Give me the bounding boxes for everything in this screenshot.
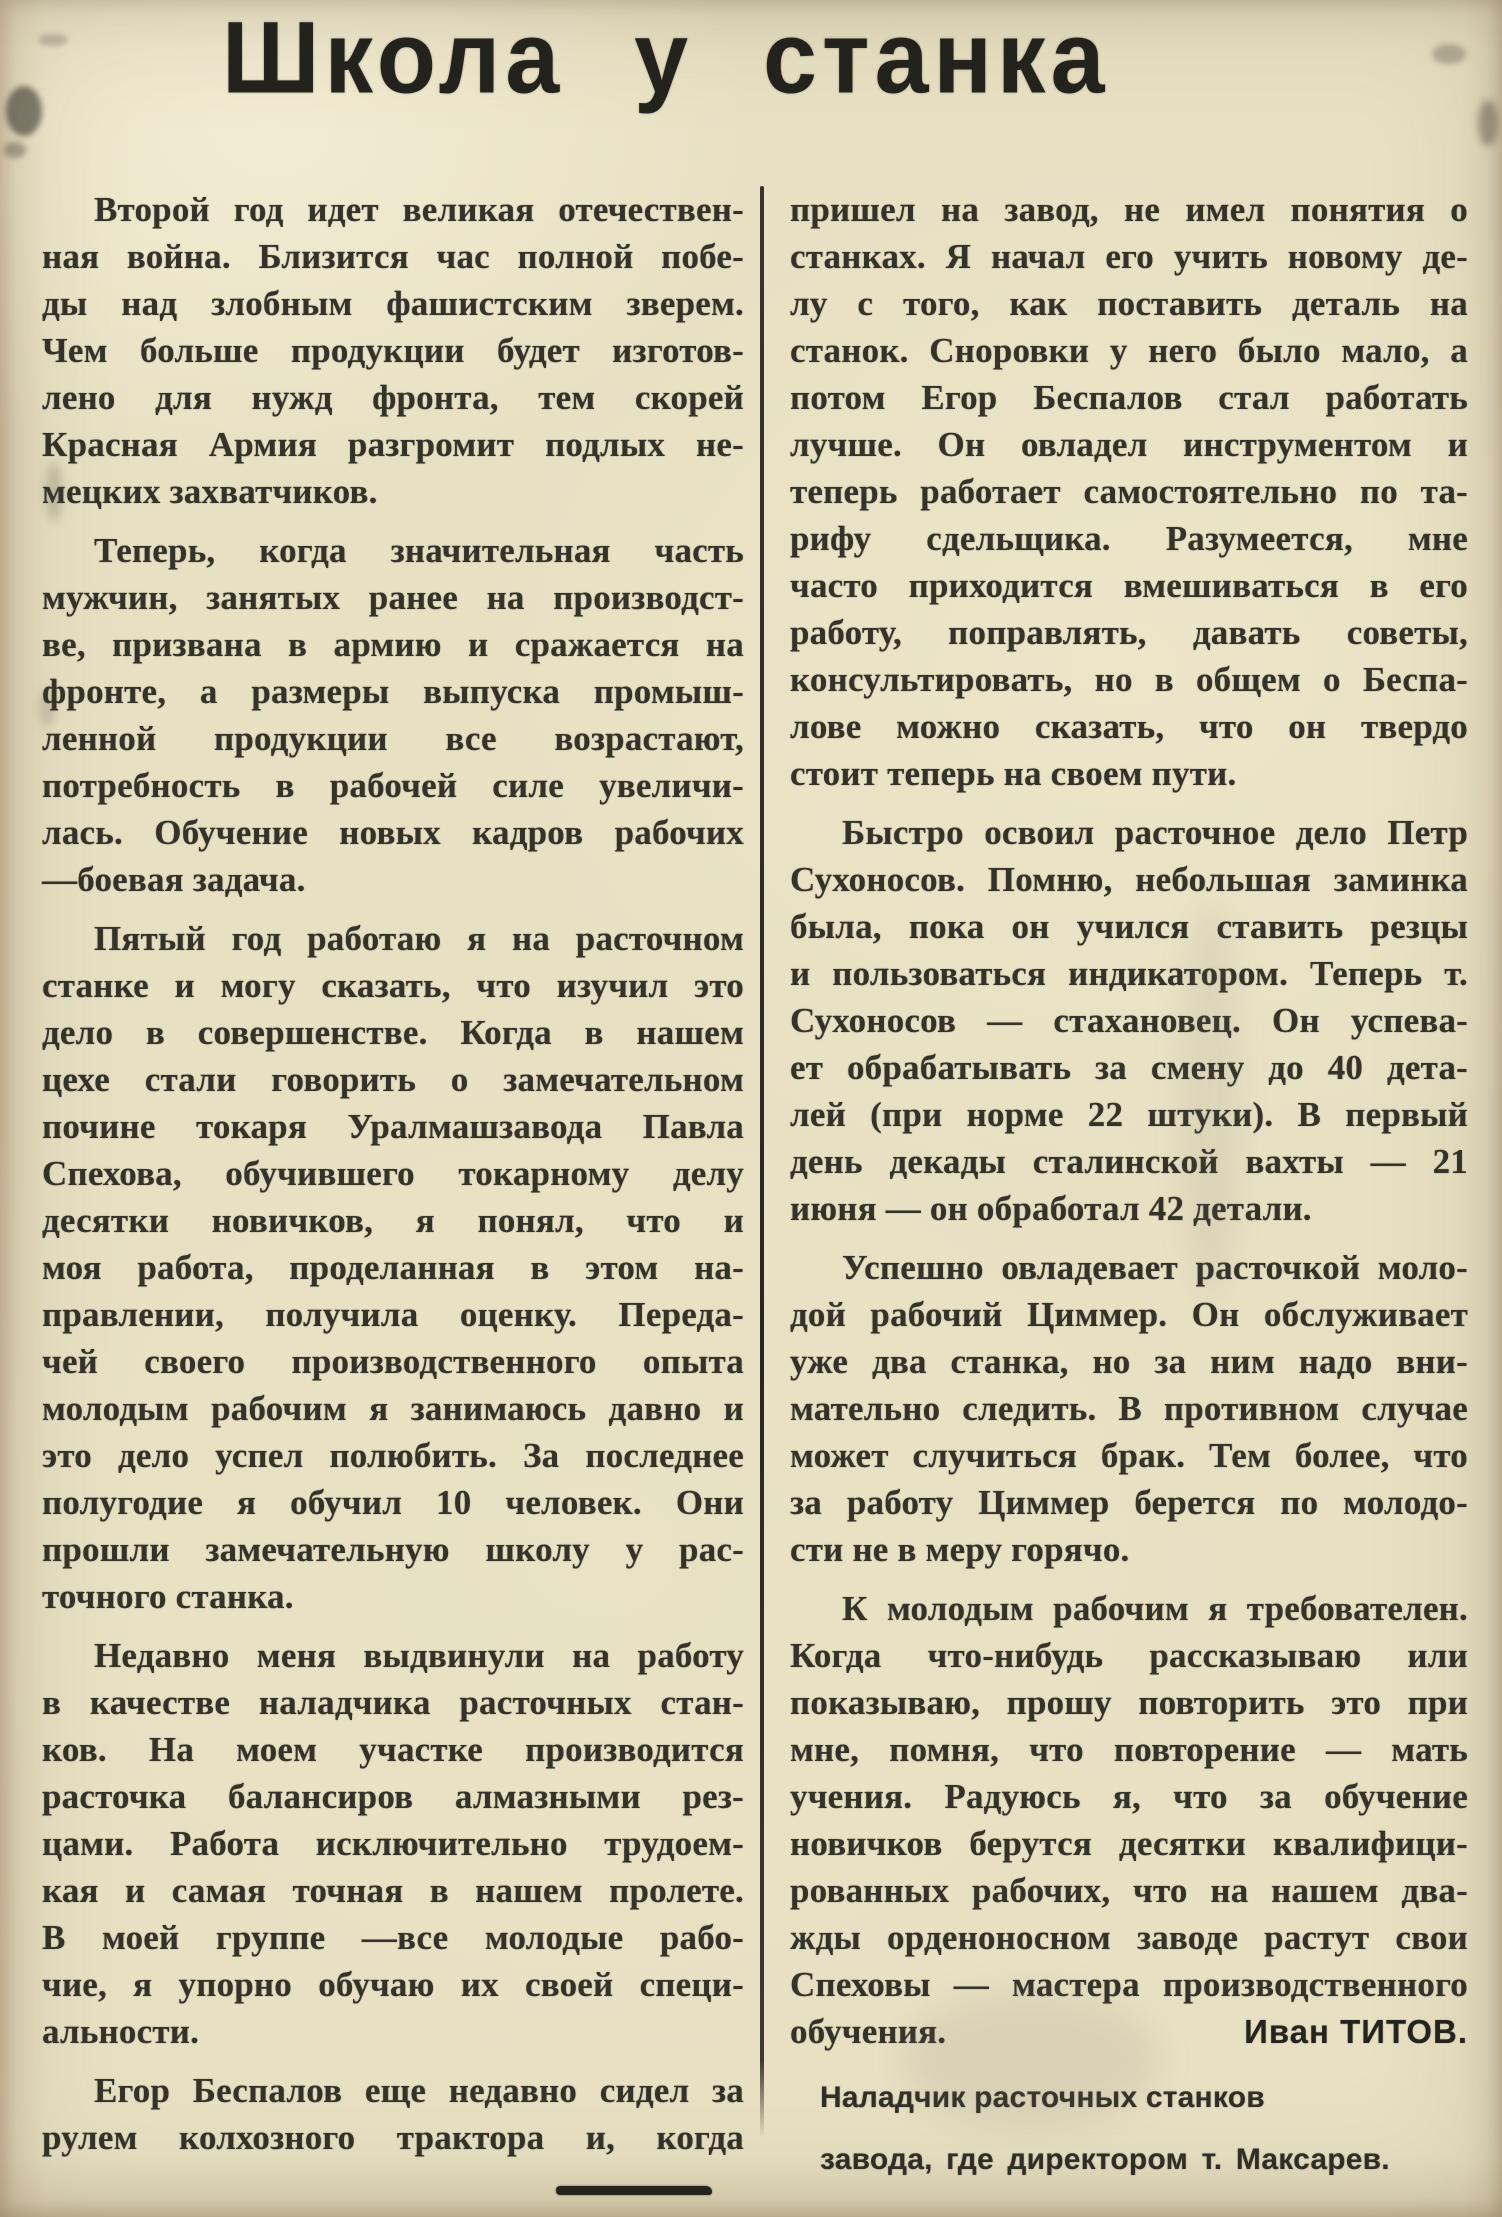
ink-smudge <box>4 142 26 158</box>
text-line: Теперь, когда значительная часть <box>94 531 744 570</box>
text-line: день декады сталинской вахты — 21 <box>790 1142 1468 1181</box>
text-line: лась. Обучение новых кадров рабочих <box>42 813 744 852</box>
text-line: уже два станка, но за ним надо вни- <box>790 1342 1468 1381</box>
text-line: В моей группе —все молодые рабо- <box>42 1918 744 1957</box>
text-line: мецких захватчиков. <box>42 472 378 511</box>
text-line: ды над злобным фашистским зверем. <box>42 284 744 323</box>
text-line: была, пока он учился ставить резцы <box>790 907 1468 946</box>
text-line: Недавно меня выдвинули на работу <box>94 1636 744 1675</box>
text-line: почине токаря Уралмашзавода Павла <box>42 1107 744 1146</box>
text-line: и пользоваться индикатором. Теперь т. <box>790 954 1468 993</box>
left-column <box>42 186 744 2173</box>
column-divider <box>760 186 764 2138</box>
text-line: Сухоносов — стахановец. Он успева- <box>790 1001 1468 1040</box>
text-line: Сухоносов. Помню, небольшая заминка <box>790 860 1468 899</box>
text-line: станке и могу сказать, что изучил это <box>42 966 744 1005</box>
paragraph <box>42 527 744 903</box>
author-name: Иван ТИТОВ. <box>1244 2013 1468 2050</box>
ink-smudge <box>1432 44 1466 64</box>
ink-smudge <box>38 34 68 46</box>
text-line: мне, помня, что повторение — мать <box>790 1730 1468 1769</box>
author-role-line-2: завода, где директором т. Максарев. <box>820 2143 1390 2176</box>
text-line: Пятый год работаю я на расточном <box>94 919 744 958</box>
text-line: сти не в меру горячо. <box>790 1530 1130 1569</box>
text-line: молодым рабочим я занимаюсь давно и <box>42 1389 744 1428</box>
text-line: полугодие я обучил 10 человек. Они <box>42 1483 744 1522</box>
text-line: правлении, получила оценку. Переда- <box>42 1295 744 1334</box>
text-line: Когда что-нибудь рассказываю или <box>790 1636 1468 1675</box>
article-title: Школа у станка <box>222 0 1110 115</box>
text-line: лей (при норме 22 штуки). В первый <box>790 1095 1468 1134</box>
text-line: цами. Работа исключительно трудоем- <box>42 1824 744 1863</box>
text-line: теперь работает самостоятельно по та- <box>790 472 1468 511</box>
text-line: дело в совершенстве. Когда в нашем <box>42 1013 744 1052</box>
paragraph <box>790 809 1468 1232</box>
text-line: станок. Сноровки у него было мало, а <box>790 331 1468 370</box>
text-line: станках. Я начал его учить новому де- <box>790 237 1468 276</box>
text-line: июня — он обработал 42 детали. <box>790 1189 1312 1228</box>
text-line: Чем больше продукции будет изготов- <box>42 331 744 370</box>
ink-smudge <box>1478 100 1498 146</box>
text-line: показываю, прошу повторить это при <box>790 1683 1468 1722</box>
text-line: десятки новичков, я понял, что и <box>42 1201 744 1240</box>
text-line: новичков берутся десятки квалифици- <box>790 1824 1468 1863</box>
text-line: фронте, а размеры выпуска промыш- <box>42 672 744 711</box>
text-line <box>790 2008 1468 2055</box>
text-line: Успешно овладевает расточкой моло- <box>842 1248 1468 1287</box>
text-line: Красная Армия разгромит подлых не- <box>42 425 744 464</box>
text-line: мательно следить. В противном случае <box>790 1389 1468 1428</box>
text-line: Быстро освоил расточное дело Петр <box>842 813 1468 852</box>
text-line: в качестве наладчика расточных стан- <box>42 1683 744 1722</box>
text-line: чей своего производственного опыта <box>42 1342 744 1381</box>
text-line: ве, призвана в армию и сражается на <box>42 625 744 664</box>
text-line: моя работа, проделанная в этом на- <box>42 1248 744 1287</box>
text-line: стоит теперь на своем пути. <box>790 754 1237 793</box>
text-line: точного станка. <box>42 1577 294 1616</box>
text-line: рифу сдельщика. Разумеется, мне <box>790 519 1468 558</box>
paragraph <box>790 1244 1468 1573</box>
paragraph <box>790 186 1468 797</box>
text-line: рулем колхозного трактора и, когда <box>42 2118 744 2157</box>
text-line: рованных рабочих, что на нашем два- <box>790 1871 1468 1910</box>
text-line: расточка балансиров алмазными рез- <box>42 1777 744 1816</box>
text-line: потребность в рабочей силе увеличи- <box>42 766 744 805</box>
text-line: прошли замечательную школу у рас- <box>42 1530 744 1569</box>
text-line: пришел на завод, не имел понятия о <box>790 190 1468 229</box>
text-line: жды орденоносном заводе растут свои <box>790 1918 1468 1957</box>
text-line: лове можно сказать, что он твердо <box>790 707 1468 746</box>
paragraph-end-text: обучения. <box>790 2012 947 2051</box>
paragraph <box>42 915 744 1620</box>
right-column <box>790 186 1468 2191</box>
text-line: альности. <box>42 2012 200 2051</box>
paragraph <box>42 2067 744 2161</box>
text-line: ет обрабатывать за смену до 40 дета- <box>790 1048 1468 1087</box>
text-line: работу, поправлять, давать советы, <box>790 613 1468 652</box>
text-line: лучше. Он овладел инструментом и <box>790 425 1468 464</box>
text-line: ная война. Близится час полной побе- <box>42 237 744 276</box>
text-line: дой рабочий Циммер. Он обслуживает <box>790 1295 1468 1334</box>
paragraph <box>42 1632 744 2055</box>
text-line: может случиться брак. Тем более, что <box>790 1436 1468 1475</box>
text-line: ленной продукции все возрастают, <box>42 719 744 758</box>
text-line: цехе стали говорить о замечательном <box>42 1060 744 1099</box>
text-line: мужчин, занятых ранее на производст- <box>42 578 744 617</box>
text-line: Второй год идет великая отечествен- <box>94 190 744 229</box>
text-line: Спехова, обучившего токарному делу <box>42 1154 744 1193</box>
text-line: лено для нужд фронта, тем скорей <box>42 378 744 417</box>
text-line: потом Егор Беспалов стал работать <box>790 378 1468 417</box>
text-line: ков. На моем участке производится <box>42 1730 744 1769</box>
text-line: чие, я упорно обучаю их своей специ- <box>42 1965 744 2004</box>
end-rule <box>556 2186 712 2195</box>
text-line: консультировать, но в общем о Беспа- <box>790 660 1468 699</box>
text-line: лу с того, как поставить деталь на <box>790 284 1468 323</box>
paragraph <box>42 186 744 515</box>
text-line: это дело успел полюбить. За последнее <box>42 1436 744 1475</box>
ink-smudge <box>6 86 42 136</box>
text-line: за работу Циммер берется по молодо- <box>790 1483 1468 1522</box>
text-line: Егор Беспалов еще недавно сидел за <box>94 2071 744 2110</box>
text-line: —боевая задача. <box>42 860 306 899</box>
text-line: часто приходится вмешиваться в его <box>790 566 1468 605</box>
text-line: К молодым рабочим я требователен. <box>842 1589 1468 1628</box>
text-line: Спеховы — мастера производственного <box>790 1965 1468 2004</box>
text-line: учения. Радуюсь я, что за обучение <box>790 1777 1468 1816</box>
author-signature <box>790 2067 1468 2191</box>
text-line: кая и самая точная в нашем пролете. <box>42 1871 744 1910</box>
paragraph <box>790 1585 1468 2055</box>
author-role-line-1: Наладчик расточных станков <box>820 2081 1265 2114</box>
